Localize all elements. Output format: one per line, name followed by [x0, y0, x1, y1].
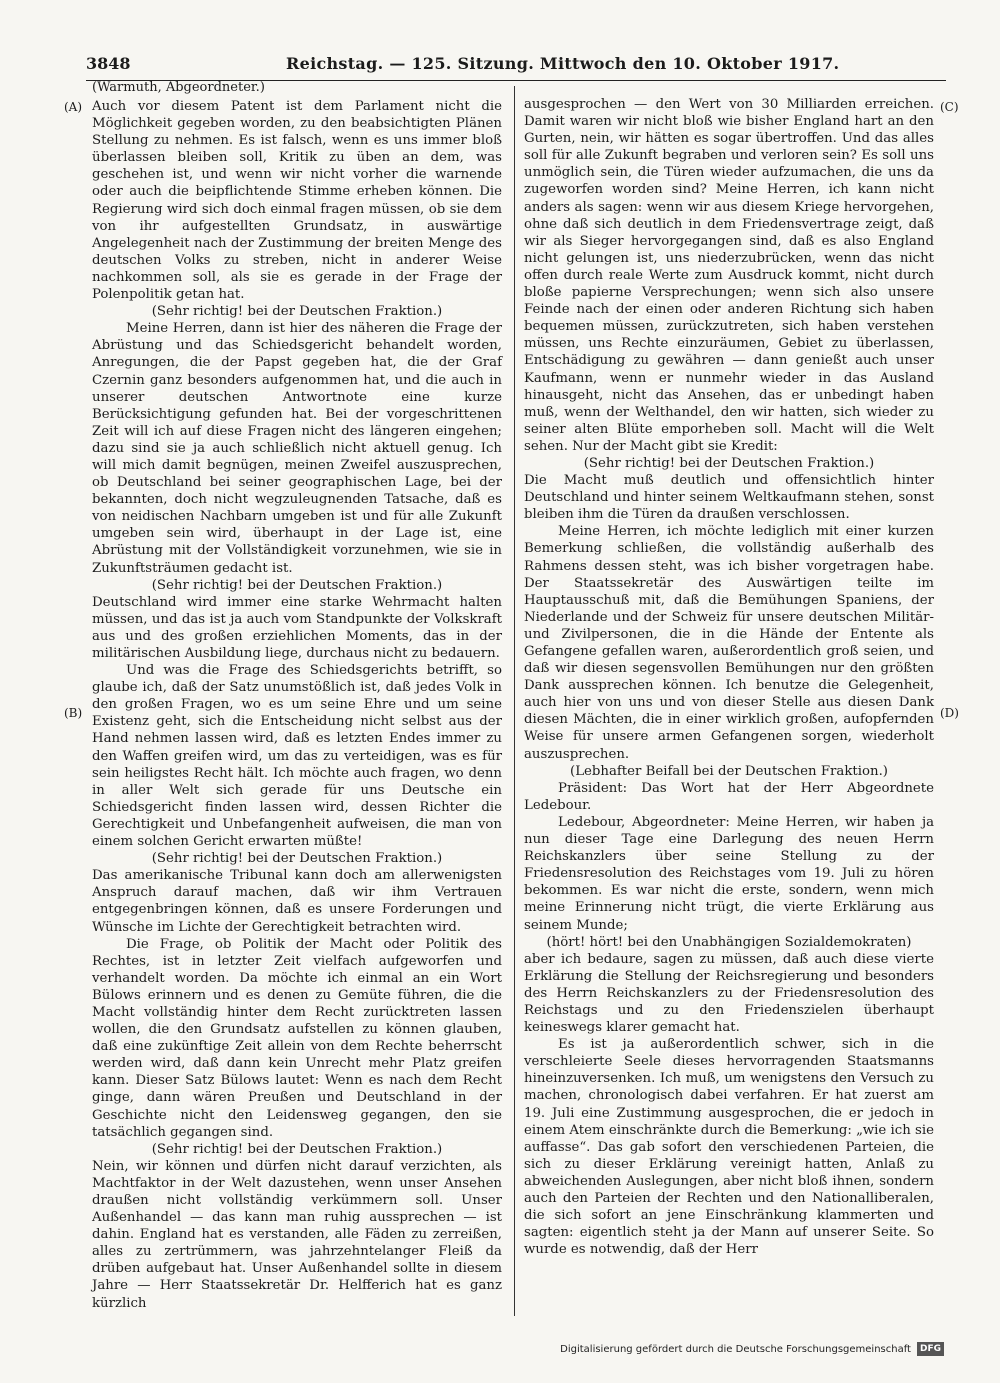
page-number: 3848 — [86, 54, 131, 73]
paragraph: Die Frage, ob Politik der Macht oder Politik des Rechtes, ist in letzter Zeit vielfach aufgeworfen und verhandelt worden. Da möchte ich einmal an ein Wort Bülows erinnern und es denen zu Gemüte führen, die die Macht vollständig hinter dem Recht zurücktreten lassen wollen, die den Grundsatz aufstellen zu können glauben, daß eine zukünftige Zeit allein von dem Rechte beherrscht werden wird, daß dann kein Unrecht mehr Platz greifen kann. Dieser Satz Bülows lautet: Wenn es nach dem Recht ginge, dann wären Preußen und Deutschland in der Geschichte nicht den Leidensweg gegangen, den sie tatsächlich gegangen sind. — [92, 936, 502, 1140]
interjection: (Sehr richtig! bei der Deutschen Fraktion.) — [151, 851, 443, 867]
dfg-logo: DFG — [917, 1342, 944, 1356]
right-column — [524, 96, 934, 1258]
margin-label-d: (D) — [940, 706, 959, 720]
paragraph: Und was die Frage des Schiedsgerichts betrifft, so glaube ich, daß der Satz unumstößlich ist, daß jedes Volk in den großen Fragen, wo es um seine Ehre und um seine Existenz geht, sich die Entscheidung nicht selbst aus der Hand nehmen lassen wird, daß es letzten Endes immer zu den Waffen greifen wird, um das zu verteidigen, was es für sein heiligstes Recht hält. Ich möchte auch fragen, wo denn in aller Welt sich gerade für uns Deutsche ein Schiedsgericht finden lassen wird, dessen Richter die Gerechtigkeit und Unbefangenheit aufweisen, die man von einem solchen Gericht erwarten müßte! — [92, 663, 502, 850]
running-title: Reichstag. — 125. Sitzung. Mittwoch den 10. Oktober 1917. — [286, 54, 840, 73]
left-column — [92, 98, 502, 1312]
paragraph: Die Macht muß deutlich und offensichtlich hinter Deutschland und hinter seinem Weltkaufmann stehen, sonst bleiben ihm die Türen da draußen verschlossen. — [524, 473, 934, 523]
paragraph: Meine Herren, ich möchte lediglich mit einer kurzen Bemerkung schließen, die vollständig außerhalb des Rahmens dessen steht, was ich bisher vorgetragen habe. Der Staatssekretär des Auswärtigen teilte im Hauptausschuß mit, daß die Bemühungen Spaniens, der Niederlande und der Schweiz für unsere deutschen Militär- und Zivilpersonen, die in die Hände der Entente als Gefangene gefallen waren, außerordentlich groß seien, und daß wir diesen segensvollen Bemühungen nur den größten Dank aussprechen können. Ich benutze die Gelegenheit, auch hier von uns und von dieser Stelle aus diesen Dank diesen Mächten, die in einer wirklich großen, aufopfernden Weise für unsere armen Gefangenen sorgen, wiederholt auszusprechen. — [524, 524, 934, 762]
interjection: (Sehr richtig! bei der Deutschen Fraktion.) — [583, 455, 875, 471]
paragraph: Es ist ja außerordentlich schwer, sich in die verschleierte Seele dieses hervorragenden Staatsmanns hineinzuversenken. Ich muß, um wenigstens den Versuch zu machen, chronologisch dabei verfahren. Er hat zuerst am 19. Juli eine Zustimmung ausgesprochen, die er jedoch in einem Atem einschränkte durch die Bemerkung: „wie ich sie auffasse“. Das gab sofort den verschiedenen Parteien, die sich zu dieser Erklärung vereinigt hatten, Anlaß zu abweichenden Auslegungen, aber nicht bloß ihnen, sondern auch den Parteien der Rechten und den Nationalliberalen, die sich sofort an jene Einschränkung klammerten und sagten: eigentlich steht ja der Mann auf unserer Seite. So wurde es notwendig, daß der Herr — [524, 1037, 934, 1258]
interjection: (Sehr richtig! bei der Deutschen Fraktion.) — [151, 577, 443, 593]
paragraph: aber ich bedaure, sagen zu müssen, daß auch diese vierte Erklärung die Stellung der Reichsregierung und besonders des Herrn Reichskanzlers zu der Friedensresolution des Reichstags und zu den Friedenszielen überhaupt keineswegs klarer gemacht hat. — [524, 951, 934, 1036]
interjection: (Sehr richtig! bei der Deutschen Fraktion.) — [151, 1141, 443, 1157]
margin-label-b: (B) — [64, 706, 83, 720]
paragraph: Präsident: Das Wort hat der Herr Abgeordnete Ledebour. — [524, 780, 934, 813]
paragraph: Auch vor diesem Patent ist dem Parlament nicht die Möglichkeit gegeben worden, zu den beabsichtigten Plänen Stellung zu nehmen. Es ist falsch, wenn es uns immer bloß überlassen bleiben soll, Kritik zu üben an dem, was geschehen ist, und wenn wir nicht vorher die warnende oder auch die beipflichtende Stimme erheben können. Die Regierung wird sich doch einmal fragen müssen, ob sie dem von ihr aufgestellten Grundsatz, in auswärtige Angelegenheit nach der Zustimmung der breiten Menge des deutschen Volks zu streben, nicht in anderer Weise nachkommen soll, als sie es gerade in der Frage der Polenpolitik getan hat. — [92, 99, 502, 303]
paragraph: Nein, wir können und dürfen nicht darauf verzichten, als Machtfaktor in der Welt dazustehen, wenn unser Ansehen draußen nicht vollständig verkümmern soll. Unser Außenhandel — das kann man ruhig aussprechen — ist dahin. England hat es verstanden, alle Fäden zu zerreißen, alles zu zertrümmern, was jahrzehntelanger Fleiß da drüben aufgebaut hat. Unser Außenhandel sollte in diesem Jahre — Herr Staatssekretär Dr. Helfferich hat es ganz kürzlich — [92, 1158, 502, 1311]
margin-label-a: (A) — [64, 100, 83, 114]
paragraph: Das amerikanische Tribunal kann doch am allerwenigsten Anspruch darauf machen, daß wir ihm Vertrauen entgegenbringen können, daß es unsere Forderungen und Wünsche im Lichte der Gerechtigkeit betrachten wird. — [92, 868, 502, 935]
interjection: (hört! hört! bei den Unabhängigen Sozialdemokraten) — [546, 934, 912, 950]
footer — [560, 1342, 944, 1356]
paragraph: Ledebour, Abgeordneter: Meine Herren, wir haben ja nun dieser Tage eine Darlegung des neuen Herrn Reichskanzlers über seine Stellung zu der Friedensresolution des Reichstages vom 19. Juli zu hören bekommen. Es war nicht die erste, sondern, wenn mich meine Erinnerung nicht trügt, die vierte Erklärung aus seinem Munde; — [524, 814, 934, 933]
funding-note: Digitalisierung gefördert durch die Deutsche Forschungsgemeinschaft — [560, 1343, 911, 1355]
paragraph: ausgesprochen — den Wert von 30 Milliarden erreichen. Damit waren wir nicht bloß wie bisher England hart an den Gurten, nein, wir hätten es sogar übertroffen. Und das alles soll für alle Zukunft begraben und verloren sein? Es soll uns unmöglich sein, die Türen wieder aufzumachen, die uns da zugeworfen worden sind? Meine Herren, ich kann nicht anders als sagen: wenn wir aus diesem Kriege hervorgehen, ohne daß sich deutlich in dem Friedensvertrage zeigt, daß wir als Sieger hervorgegangen sind, daß es also England nicht gelungen ist, uns niederzubrücken, wenn das nicht offen durch reale Werte zum Ausdruck kommt, nicht durch bloße papierne Versprechungen; wenn sich also unsere Feinde nach der einen oder anderen Richtung sich haben bequemen müssen, zurückzutreten, sich haben verstehen müssen, uns Rechte einzuräumen, Gebiet zu überlassen, Entschädigung zu gewähren — dann genießt auch unser Kaufmann, wenn er nunmehr wieder in das Ausland hinausgeht, nicht das Ansehen, das er unbedingt haben muß, wenn der Welthandel, den wir hatten, sich wieder zu seiner alten Blüte emporheben soll. Macht will die Welt sehen. Nur der Macht gibt sie Kredit: — [524, 97, 934, 454]
page-header — [86, 50, 946, 81]
paragraph: Deutschland wird immer eine starke Wehrmacht halten müssen, und das ist ja auch vom Standpunkte der Volkskraft aus und des großen erziehlichen Moments, das in der militärischen Ausbildung liege, durchaus nicht zu bedauern. — [92, 594, 502, 661]
speaker-continuation: (Warmuth, Abgeordneter.) — [92, 80, 265, 95]
column-divider — [514, 86, 515, 1316]
interjection: (Sehr richtig! bei der Deutschen Fraktion.) — [151, 304, 443, 320]
interjection: (Lebhafter Beifall bei der Deutschen Fraktion.) — [570, 763, 888, 779]
margin-label-c: (C) — [940, 100, 959, 114]
paragraph: Meine Herren, dann ist hier des näheren die Frage der Abrüstung und das Schiedsgericht behandelt worden, Anregungen, die der Papst gegeben hat, die der Graf Czernin ganz besonders aufgenommen hat, und die auch in unserer deutschen Antwortnote eine kurze Berücksichtigung gefunden hat. Bei der vorgeschrittenen Zeit will ich auf diese Fragen nicht des längeren eingehen; dazu sind sie ja auch schließlich nicht aktuell genug. Ich will mich damit begnügen, meinen Zweifel auszusprechen, ob Deutschland bei seiner geographischen Lage, bei der bekannten, doch nicht wegzuleugnenden Tatsache, daß es von neidischen Nachbarn umgeben ist und für alle Zukunft umgeben sein wird, überhaupt in der Lage ist, eine Abrüstung mit der Vollständigkeit vorzunehmen, wie sie in Zukunftsträumen gedacht ist. — [92, 321, 502, 576]
